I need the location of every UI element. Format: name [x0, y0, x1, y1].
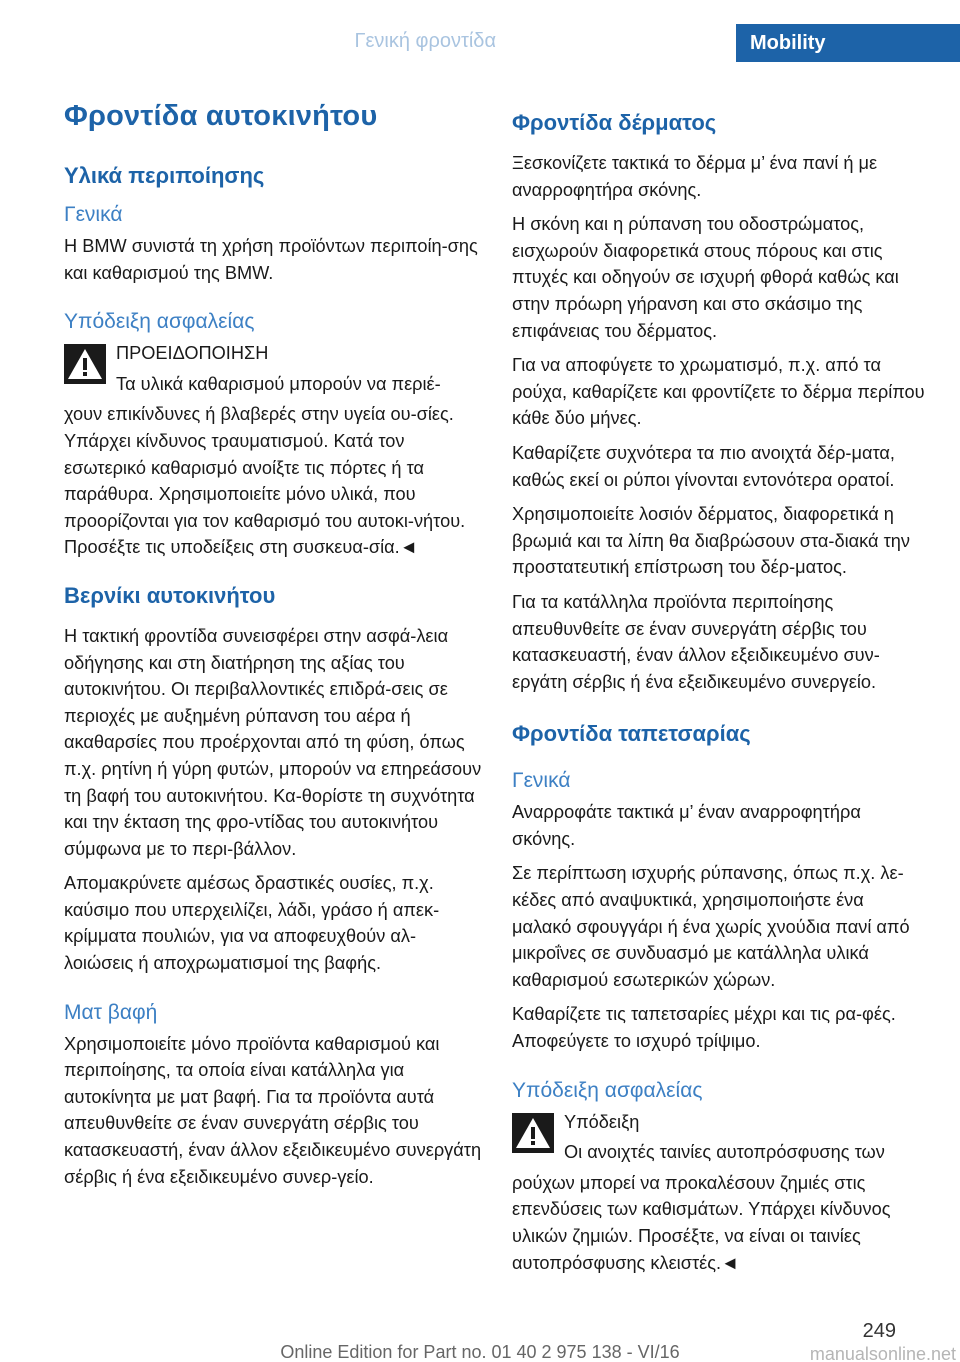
section-heading-upholstery: Φροντίδα ταπετσαρίας [512, 721, 751, 747]
warning-block [64, 340, 484, 561]
header-chapter-tab: Mobility [736, 24, 960, 62]
paragraph-leather-2: Η σκόνη και η ρύπανση του οδοστρώματος, εισχωρούν διαφορετικά στους πόρους και στις πτυχές και οδηγούν σε ισχυρή φθορά καθώς και στην πρόωρη γήρανση και στο σκάσιμο της επιφάνειας του δέρματος. [512, 214, 899, 341]
paragraph-leather-3: Για να αποφύγετε το χρωματισμό, π.χ. από τα ρούχα, καθαρίζετε και φροντίζετε το δέρμα περίπου κάθε δύο μήνες. [512, 355, 925, 429]
subheading-upholstery-general: Γενικά [512, 769, 571, 793]
paragraph-upholstery-3: Καθαρίζετε τις ταπετσαρίες μέχρι και τις ρα-φές. Αποφεύγετε το ισχυρό τρίψιμο. [512, 1004, 896, 1052]
warning-triangle-icon [512, 1113, 554, 1153]
page-number: 249 [862, 1320, 896, 1342]
paragraph-upholstery-2: Σε περίπτωση ισχυρής ρύπανσης, όπως π.χ. λε-κέδες από αναψυκτικά, χρησιμοποιήστε ένα μαλακό σφουγγάρι ή ένα χωρίς χνούδια πανί από μικροΐνες σε συνδυασμό με κατάλληλα υλικά καθαρισμού εσωτερικών χώρων. [512, 863, 910, 990]
watermark: manualsonline.net [809, 1344, 956, 1362]
paragraph-paint-1: Η τακτική φροντίδα συνεισφέρει στην ασφά-λεια οδήγησης και στη διατήρηση της αξίας του αυτοκινήτου. Οι περιβαλλοντικές επιδρά-σεις σε περιοχές με αυξημένη ρύπανση του αέρα ή ακαθαρσίες που προέρχονται από τη φύση, όπως π.χ. ρητίνη ή γύρη φυτών, μπορούν να επηρεάσουν τη βαφή του αυτοκινήτου. Κα-θορίστε τη συχνότητα και την έκταση της φρο-ντίδας του αυτοκινήτου σύμφωνα με το περι-βάλλον. [64, 625, 482, 859]
section-heading-care-products: Υλικά περιποίησης [64, 163, 265, 188]
edition-line: Online Edition for Part no. 01 40 2 975 138 - VI/16 [280, 1342, 680, 1362]
subheading-safety: Υπόδειξη ασφαλείας [64, 310, 255, 334]
warning-triangle-icon [64, 344, 106, 384]
note-label: Υπόδειξη [564, 1111, 640, 1132]
subheading-general: Γενικά [64, 203, 123, 226]
page-title: Φροντίδα αυτοκινήτου [64, 100, 378, 132]
note-text-first-line: Οι ανοιχτές ταινίες αυτοπρόσφυσης των [564, 1142, 885, 1163]
paragraph-upholstery-1: Αναρροφάτε τακτικά μ’ έναν αναρροφητήρα σκόνης. [512, 802, 861, 849]
paragraph-leather-6: Για τα κατάλληλα προϊόντα περιποίησης απευθυνθείτε σε έναν συνεργάτη σέρβις του κατασκευαστή, έναν άλλον εξειδικευμένο συν-εργάτη σέρβις ή ένα εξειδικευμένο συνεργείο. [512, 591, 880, 692]
left-column [64, 100, 484, 1198]
header-section-area [0, 0, 736, 62]
section-heading-paint: Βερνίκι αυτοκινήτου [64, 582, 276, 608]
note-text-body: ρούχων μπορεί να προκαλέσουν ζημιές στις επενδύσεις των καθισμάτων. Υπάρχει κίνδυνος υλικών ζημιών. Προσέξτε, να είναι οι ταινίες αυτοπρόσφυσης κλειστές.◄ [512, 1172, 891, 1273]
paragraph-leather-5: Χρησιμοποιείτε λοσιόν δέρματος, διαφορετικά η βρωμιά και τα λίπη θα διαβρώσουν στα-διακά την προστατευτική επίστρωση του δέρ-ματος. [512, 504, 910, 578]
page-footer [0, 1310, 960, 1362]
header-section-title: Γενική φροντίδα [354, 30, 496, 52]
paragraph-matt-paint: Χρησιμοποιείτε μόνο προϊόντα καθαρισμού και περιποίησης, τα οποία είναι κατάλληλα για αυτοκίνητα με ματ βαφή. Για τα προϊόντα αυτά απευθυνθείτε σε έναν συνεργάτη σέρβις του κατασκευαστή, έναν άλλον εξειδικευμένο συνεργάτη σέρβις ή ένα εξειδικευμένο συνερ-γείο. [64, 1033, 482, 1187]
page-header [0, 0, 960, 62]
subheading-matt-paint: Ματ βαφή [64, 1000, 158, 1024]
subheading-safety-upholstery: Υπόδειξη ασφαλείας [512, 1078, 703, 1102]
section-heading-leather: Φροντίδα δέρματος [512, 110, 717, 135]
paragraph-leather-4: Καθαρίζετε συχνότερα τα πιο ανοιχτά δέρ-ματα, καθώς εκεί οι ρύποι γίνονται εντονότερα ορατοί. [512, 442, 895, 490]
paragraph-leather-1: Ξεσκονίζετε τακτικά το δέρμα μ’ ένα πανί ή με αναρροφητήρα σκόνης. [512, 153, 878, 200]
right-column [512, 106, 926, 1280]
note-block [512, 1109, 926, 1277]
warning-text-first-line: Τα υλικά καθαρισμού μπορούν να περιέ- [116, 373, 441, 394]
paragraph-paint-2: Απομακρύνετε αμέσως δραστικές ουσίες, π.χ. καύσιμο που υπερχειλίζει, λάδι, γράσο ή απεκ-κρίμματα πουλιών, για να αποφευχθούν αλ-λοιώσεις ή αποχρωματισμοί της βαφής. [64, 873, 440, 974]
warning-text-body: χουν επικίνδυνες ή βλαβερές στην υγεία ου-σίες. Υπάρχει κίνδυνος τραυματισμού. Κατά τον εσωτερικό καθαρισμό ανοίξτε τις πόρτες ή τα παράθυρα. Χρησιμοποιείτε μόνο υλικά, που προορίζονται για τον καθαρισμό του αυτοκι-νήτου. Προσέξτε τις υποδείξεις στη συσκευα-σία.◄ [64, 404, 466, 558]
paragraph-general: Η BMW συνιστά τη χρήση προϊόντων περιποίη-σης και καθαρισμού της BMW. [64, 236, 478, 283]
warning-label: ΠΡΟΕΙΔΟΠΟΙΗΣΗ [116, 343, 269, 364]
